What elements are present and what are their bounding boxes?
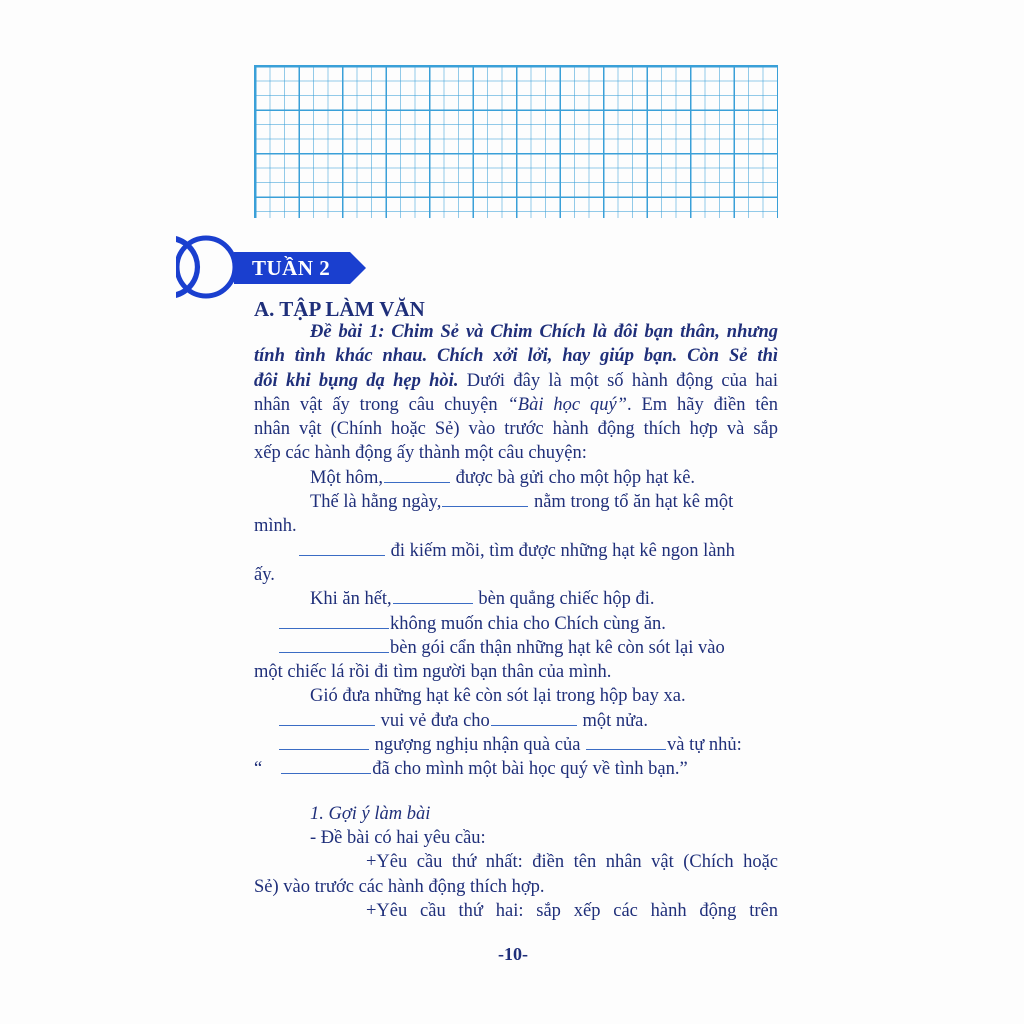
guide-text: - Đề bài có hai yêu cầu:	[310, 827, 486, 848]
story-text: không muốn chia cho Chích cùng ăn.	[390, 613, 666, 634]
story-line	[254, 587, 778, 611]
story-line	[254, 636, 778, 660]
guide-text: +Yêu cầu thứ hai: sắp xếp các hành động trên	[366, 900, 778, 921]
story-text: vui vẻ đưa cho	[376, 710, 490, 731]
answer-blank[interactable]	[281, 759, 371, 774]
story-text: mình.	[254, 516, 297, 537]
answer-blank[interactable]	[279, 614, 389, 629]
story-text: Khi ăn hết,	[310, 589, 392, 610]
story-text: ngượng nghịu nhận quà của	[370, 735, 586, 756]
story-text: đi kiếm mồi, tìm được những hạt kê ngon lành	[386, 540, 735, 561]
story-text: Thế là hằng ngày,	[310, 492, 442, 513]
section-title: A. TẬP LÀM VĂN	[254, 297, 425, 321]
story-line	[254, 612, 778, 636]
spacer	[254, 782, 778, 802]
week-badge-circle	[177, 238, 235, 296]
story-text: và tự nhủ:	[667, 735, 742, 756]
prompt-text: tính tình khác nhau. Chích xởi lởi, hay giúp bạn. Còn Sẻ thì	[254, 346, 778, 367]
story-text: được bà gửi cho một hộp hạt kê.	[450, 467, 696, 488]
story-line	[254, 733, 778, 757]
story-line	[254, 563, 778, 587]
story-line	[254, 709, 778, 733]
prompt-text: Dưới đây là một số hành động của hai	[458, 370, 778, 391]
guide-heading	[254, 802, 778, 826]
story-line	[254, 539, 778, 563]
story-line	[254, 757, 778, 781]
prompt-line	[254, 320, 778, 344]
answer-blank[interactable]	[279, 638, 389, 653]
page-number: -10-	[498, 944, 528, 964]
answer-blank[interactable]	[491, 711, 577, 726]
prompt-line	[254, 417, 778, 441]
prompt-line	[254, 441, 778, 465]
prompt-line	[254, 369, 778, 393]
guide-text: +Yêu cầu thứ nhất: điền tên nhân vật (Chích hoặc	[366, 852, 778, 873]
prompt-line	[254, 344, 778, 368]
answer-blank[interactable]	[586, 735, 666, 750]
prompt-line	[254, 393, 778, 417]
week-title: TUẦN 2	[252, 256, 331, 280]
quote-mark: “	[254, 759, 263, 780]
guide-line	[254, 850, 778, 874]
answer-blank[interactable]	[384, 468, 450, 483]
story-text: một nửa.	[577, 710, 648, 731]
story-line	[254, 660, 778, 684]
exercise-body	[254, 320, 778, 923]
story-line	[254, 490, 778, 514]
answer-blank[interactable]	[393, 589, 473, 604]
prompt-text: Đề bài 1: Chim Sẻ và Chim Chích là đôi bạn thân, nhưng	[310, 322, 778, 342]
prompt-text: . Em hãy điền tên	[626, 394, 778, 415]
story-line	[254, 684, 778, 708]
story-text: bèn quẳng chiếc hộp đi.	[473, 589, 655, 610]
prompt-text: nhân vật ấy trong câu chuyện	[254, 394, 508, 415]
story-title: “Bài học quý”	[507, 394, 627, 415]
answer-blank[interactable]	[279, 735, 369, 750]
answer-blank[interactable]	[299, 541, 385, 556]
guide-heading-text: 1. Gợi ý làm bài	[310, 803, 431, 824]
story-text: một chiếc lá rồi đi tìm người bạn thân của mình.	[254, 662, 612, 683]
prompt-text: đôi khi bụng dạ hẹp hòi.	[254, 370, 459, 391]
answer-blank[interactable]	[442, 492, 528, 507]
writing-grid	[254, 65, 778, 218]
story-text: nằm trong tổ ăn hạt kê một	[529, 492, 734, 513]
story-text: Gió đưa những hạt kê còn sót lại trong hộp bay xa.	[310, 686, 686, 707]
prompt-text: nhân vật (Chính hoặc Sẻ) vào trước hành động thích hợp và sắp	[254, 419, 778, 440]
story-text: đã cho mình một bài học quý về tình bạn.”	[372, 759, 688, 780]
prompt-text: xếp các hành động ấy thành một câu chuyện:	[254, 443, 587, 464]
story-line	[254, 514, 778, 538]
guide-line	[254, 875, 778, 899]
story-text: ấy.	[254, 564, 275, 585]
story-text: bèn gói cẩn thận những hạt kê còn sót lại vào	[390, 637, 725, 658]
guide-text: Sẻ) vào trước các hành động thích hợp.	[254, 876, 545, 897]
guide-line	[254, 899, 778, 923]
story-line	[254, 466, 778, 490]
answer-blank[interactable]	[279, 711, 375, 726]
guide-line	[254, 826, 778, 850]
story-text: Một hôm,	[310, 467, 383, 488]
